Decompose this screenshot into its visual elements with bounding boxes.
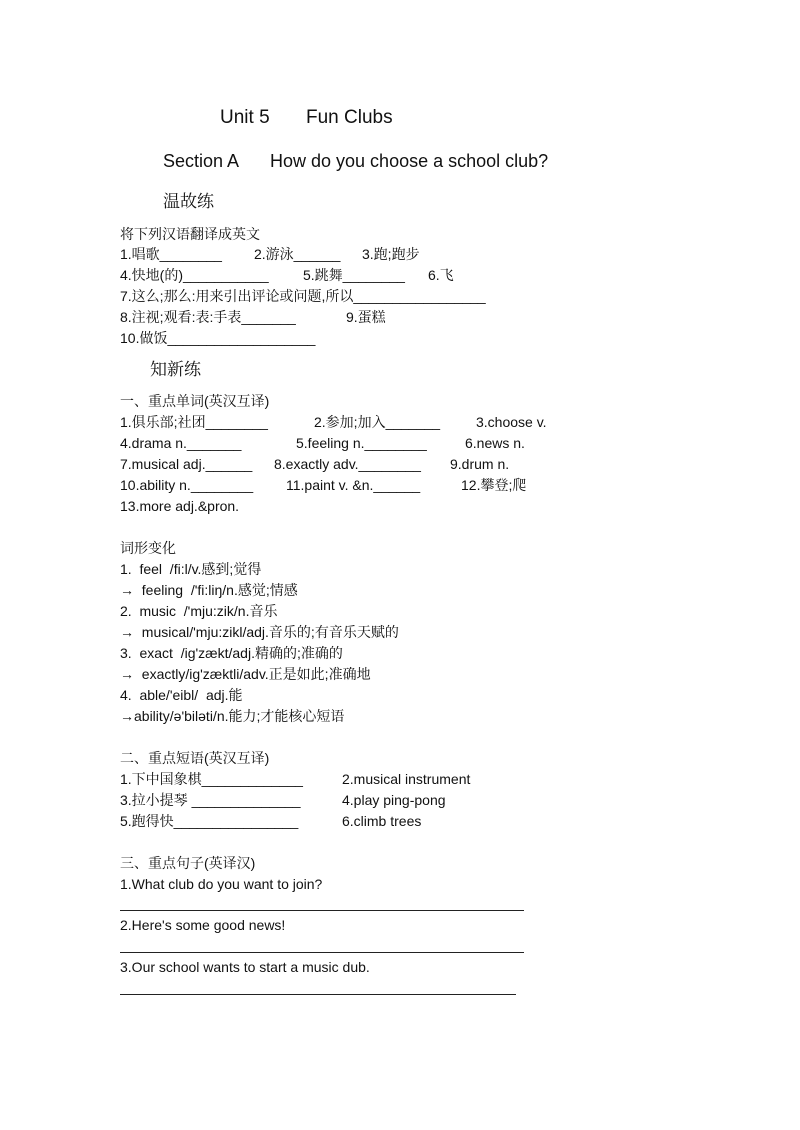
review-item: 3.跑;跑步 [362,246,420,262]
word-item: 1.俱乐部;社团________ [120,414,268,430]
word-item: 6.news n. [465,435,525,451]
sentence-item: 2.Here's some good news! [120,917,286,933]
review-item: 4.快地(的)___________ [120,267,269,283]
section-question: How do you choose a school club? [270,151,549,171]
phrase-item: 2.musical instrument [342,771,471,787]
review-item: 10.做饭___________________ [120,330,316,346]
sentence-item: 3.Our school wants to start a music dub. [120,959,370,975]
answer-line [120,952,524,953]
word-item: 9.drum n. [450,456,510,472]
unit-title: Unit 5 [220,107,270,128]
phrase-item: 3.拉小提琴 ______________ [120,792,301,808]
word-item: 10.ability n.________ [120,477,254,493]
word-item: 2.参加;加入_______ [314,414,441,430]
review-item: 5.跳舞________ [303,267,405,283]
morph-line: → feeling /'fi:liŋ/n.感觉;情感 [120,582,298,598]
section-label: Section A [163,151,240,171]
review-item: 6.飞 [428,267,454,283]
word-item: 4.drama n._______ [120,435,242,451]
review-item: 2.游泳______ [254,246,341,262]
sentence-item: 1.What club do you want to join? [120,876,323,892]
new-heading: 知新练 [150,360,201,380]
review-instruction: 将下列汉语翻译成英文 [120,226,260,242]
review-item: 9.蛋糕 [346,309,386,325]
review-heading: 温故练 [163,192,214,212]
morph-line: → exactly/ig'zæktli/adv.正是如此;准确地 [120,666,371,682]
word-item: 12.攀登;爬 [461,477,527,493]
morph-line: → musical/'mju:zikl/adj.音乐的;有音乐天赋的 [120,624,399,640]
review-item: 8.注视;观看:表:手表_______ [120,309,296,325]
phrase-item: 4.play ping-pong [342,792,446,808]
word-item: 5.feeling n.________ [296,435,427,451]
answer-line [120,910,524,911]
part3-title: 三、重点句子(英译汉) [120,855,256,871]
word-item: 3.choose v. [476,414,547,430]
answer-line [120,994,516,995]
review-item: 7.这么;那么:用来引出评论或问题,所以_________________ [120,288,486,304]
review-item: 1.唱歌________ [120,246,222,262]
part2-title: 二、重点短语(英汉互译) [120,750,270,766]
morph-line: 1. feel /fi:l/v.感到;觉得 [120,561,262,577]
word-item: 8.exactly adv.________ [274,456,421,472]
morph-line: 3. exact /ig'zækt/adj.精确的;准确的 [120,645,343,661]
word-item: 11.paint v. &n.______ [286,477,421,493]
phrase-item: 1.下中国象棋_____________ [120,771,303,787]
phrase-item: 6.climb trees [342,813,422,829]
phrase-item: 5.跑得快________________ [120,813,299,829]
unit-name: Fun Clubs [306,107,393,128]
word-item: 13.more adj.&pron. [120,498,240,514]
morph-line: 2. music /'mju:zik/n.音乐 [120,603,278,619]
morph-line: 4. able/'eibl/ adj.能 [120,687,243,703]
morph-line: →ability/ə'biləti/n.能力;才能核心短语 [120,708,345,724]
morph-title: 词形变化 [120,540,176,556]
word-item: 7.musical adj.______ [120,456,253,472]
part1-title: 一、重点单词(英汉互译) [120,393,270,409]
